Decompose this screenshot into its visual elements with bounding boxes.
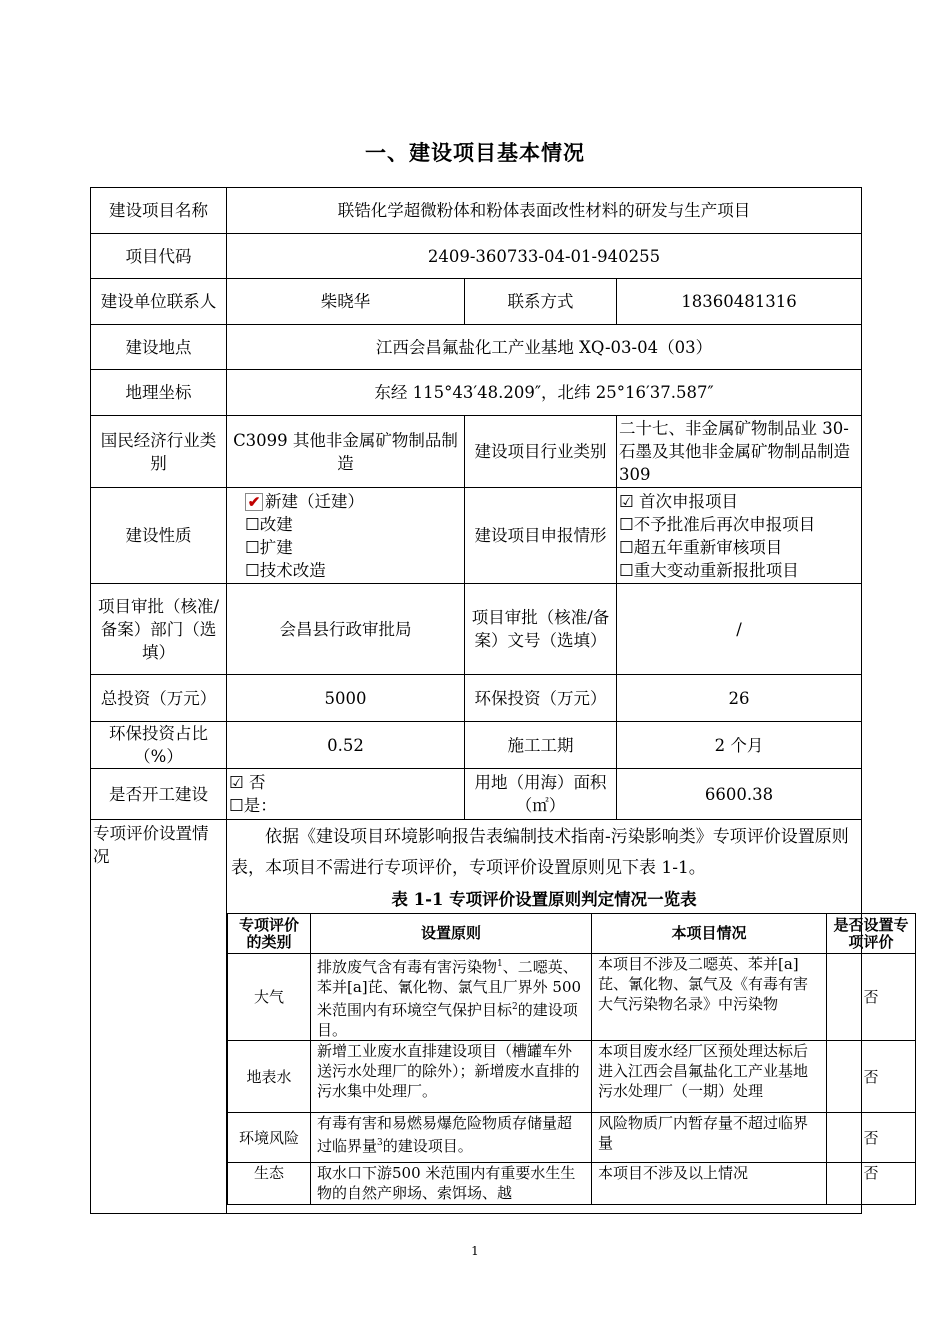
- started-label: 是否开工建设: [91, 769, 227, 820]
- coordinates-value: 东经 115°43′48.209″，北纬 25°16′37.587″: [227, 370, 862, 416]
- page-number: 1: [471, 1244, 479, 1258]
- env-ratio-label: 环保投资占比（%）: [91, 722, 227, 769]
- header-result: 是否设置专项评价: [827, 914, 916, 954]
- row-type: 地表水: [228, 1041, 311, 1113]
- total-invest-label: 总投资（万元）: [91, 675, 227, 722]
- row-result: 否: [827, 1041, 916, 1113]
- env-invest-value: 26: [617, 675, 862, 722]
- coordinates-label: 地理坐标: [91, 370, 227, 416]
- row-type: 大气: [228, 954, 311, 1041]
- env-ratio-value: 0.52: [227, 722, 465, 769]
- area-label: 用地（用海）面积（㎡）: [465, 769, 617, 820]
- project-code-value: 2409-360733-04-01-940255: [227, 234, 862, 279]
- checkbox-icon: ☐: [245, 560, 260, 580]
- table-row: [228, 1163, 916, 1205]
- industry-label: 国民经济行业类别: [91, 416, 227, 488]
- row-result: 否: [827, 954, 916, 1041]
- row-situation: 本项目不涉及二噁英、苯并[a]芘、氰化物、氯气及《有毒有害大气污染物名录》中污染物: [592, 954, 827, 1041]
- table-row: [228, 1113, 916, 1163]
- header-situation: 本项目情况: [592, 914, 827, 954]
- period-value: 2 个月: [617, 722, 862, 769]
- row-situation: 本项目不涉及以上情况: [592, 1163, 827, 1205]
- table-row: [228, 1041, 916, 1113]
- project-industry-label: 建设项目行业类别: [465, 416, 617, 488]
- contact-method-label: 联系方式: [465, 279, 617, 325]
- declare-option-rejected[interactable]: ☐不予批准后再次申报项目: [619, 514, 816, 534]
- total-invest-value: 5000: [227, 675, 465, 722]
- row-situation: 本项目废水经厂区预处理达标后进入江西会昌氟盐化工产业基地污水处理厂（一期）处理: [592, 1041, 827, 1113]
- declare-options: [617, 488, 862, 584]
- approval-dept-value: 会昌县行政审批局: [227, 584, 465, 675]
- nature-label: 建设性质: [91, 488, 227, 584]
- nature-option-expand[interactable]: ☐扩建: [245, 537, 293, 557]
- sub-table-caption: 表 1-1 专项评价设置原则判定情况一览表: [391, 890, 697, 909]
- row-result: 否: [827, 1113, 916, 1163]
- declare-option-first[interactable]: ☑ 首次申报项目: [619, 491, 739, 511]
- contact-person-label: 建设单位联系人: [91, 279, 227, 325]
- env-invest-label: 环保投资（万元）: [465, 675, 617, 722]
- area-value: 6600.38: [617, 769, 862, 820]
- row-principle: 新增工业废水直排建设项目（槽罐车外送污水处理厂的除外）；新增废水直排的污水集中处理厂。: [311, 1041, 592, 1113]
- checked-icon: ✔: [245, 493, 263, 511]
- project-name-value: 联锆化学超微粉体和粉体表面改性材料的研发与生产项目: [227, 188, 862, 234]
- row-result: 否: [827, 1163, 916, 1205]
- project-info-table: [90, 187, 909, 1214]
- special-paragraph: 依据《建设项目环境影响报告表编制技术指南-污染影响类》专项评价设置原则表，本项目不需进行专项评价，专项评价设置原则见下表 1-1。: [231, 827, 849, 878]
- project-code-label: 项目代码: [91, 234, 227, 279]
- special-eval-table: [227, 913, 916, 1205]
- nature-option-rebuild[interactable]: ☐改建: [245, 514, 293, 534]
- declare-label: 建设项目申报情形: [465, 488, 617, 584]
- page-title: 一、建设项目基本情况: [365, 140, 585, 165]
- checkbox-icon: ☐: [245, 514, 260, 534]
- row-principle: 排放废气含有毒有害污染物$^1$、二噁英、苯并[a]芘、氰化物、氯气且厂界外 500 米范围内有环境空气保护目标$^2$的建设项目。: [311, 954, 592, 1041]
- contact-method-value: 18360481316: [617, 279, 862, 325]
- started-options: [227, 769, 465, 820]
- table-row: [228, 954, 916, 1041]
- row-principle: 取水口下游500 米范围内有重要水生生物的自然产卵场、索饵场、越: [311, 1163, 592, 1205]
- approval-doc-label: 项目审批（核准/备案）文号（选填）: [465, 584, 617, 675]
- special-label: 专项评价设置情况: [91, 820, 227, 1214]
- row-principle: 有毒有害和易燃易爆危险物质存储量超过临界量$^3$的建设项目。: [311, 1113, 592, 1163]
- industry-value: C3099 其他非金属矿物制品制造: [227, 416, 465, 488]
- row-type: 生态: [228, 1163, 311, 1205]
- declare-option-five-year[interactable]: ☐超五年重新审核项目: [619, 537, 783, 557]
- row-type: 环境风险: [228, 1113, 311, 1163]
- checkbox-icon: ☐: [245, 537, 260, 557]
- started-option-no[interactable]: ☑ 否: [229, 773, 266, 792]
- nature-option-new[interactable]: ✔ 新建（迁建）: [245, 490, 460, 513]
- project-name-label: 建设项目名称: [91, 188, 227, 234]
- declare-option-major-change[interactable]: ☐重大变动重新报批项目: [619, 560, 799, 580]
- location-label: 建设地点: [91, 325, 227, 370]
- row-situation: 风险物质厂内暂存量不超过临界量: [592, 1113, 827, 1163]
- approval-dept-label: 项目审批（核准/备案）部门（选填）: [91, 584, 227, 675]
- contact-person-value: 柴晓华: [227, 279, 465, 325]
- period-label: 施工工期: [465, 722, 617, 769]
- project-industry-value: 二十七、非金属矿物制品业 30-石墨及其他非金属矿物制品制造 309: [617, 416, 862, 488]
- header-principle: 设置原则: [311, 914, 592, 954]
- approval-doc-value: /: [617, 584, 862, 675]
- special-content: [227, 820, 909, 1214]
- header-type: 专项评价的类别: [228, 914, 311, 954]
- started-option-yes[interactable]: ☐是：: [229, 796, 277, 815]
- nature-options: [227, 488, 465, 584]
- location-value: 江西会昌氟盐化工产业基地 XQ-03-04（03）: [227, 325, 862, 370]
- nature-option-tech[interactable]: ☐技术改造: [245, 560, 326, 580]
